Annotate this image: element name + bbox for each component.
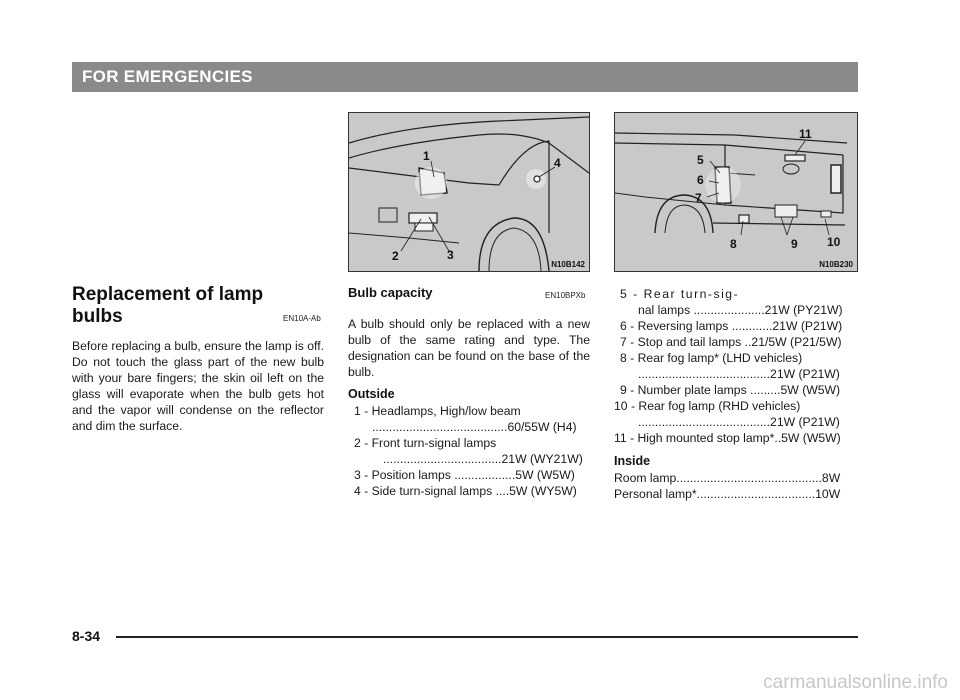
inside-line: Personal lamp*...................................10W (614, 487, 841, 501)
outside-line: 4 - Side turn-signal lamps ....5W (WY5W) (354, 484, 577, 498)
replacement-code: EN10A-Ab (283, 314, 321, 323)
rear-lamps-figure (614, 112, 858, 272)
rear-lamp-line: .......................................21W (P21W) (638, 367, 840, 381)
front-car-illustration (349, 113, 589, 271)
outside-line: ...................................21W (WY21W) (383, 452, 583, 466)
page-number: 8-34 (72, 628, 101, 644)
figure-code: N10B142 (551, 260, 585, 269)
footer-rule (116, 636, 858, 638)
rear-lamp-line: 7 - Stop and tail lamps ..21/5W (P21/5W) (620, 335, 842, 349)
callout-6: 6 (697, 173, 704, 187)
section-header (72, 62, 858, 92)
callout-2: 2 (392, 249, 399, 263)
rear-lamp-line: nal lamps .....................21W (PY21W) (638, 303, 843, 317)
bulb-capacity-heading: Bulb capacity (348, 285, 433, 300)
rear-lamp-line: 11 - High mounted stop lamp*..5W (W5W) (614, 431, 841, 445)
inside-line: Room lamp...........................................8W (614, 471, 841, 485)
figure-code: N10B230 (819, 260, 853, 269)
callout-5: 5 (697, 153, 704, 167)
outside-line: 2 - Front turn-signal lamps (354, 436, 497, 450)
replacement-heading-line2: bulbs (72, 306, 123, 327)
outside-label: Outside (348, 387, 395, 401)
rear-lamp-line: 9 - Number plate lamps .........5W (W5W) (620, 383, 841, 397)
callout-9: 9 (791, 237, 798, 251)
outside-line: ........................................60/55W (H4) (372, 420, 577, 434)
bulb-capacity-code: EN10BPXb (545, 291, 586, 300)
rear-lamp-line: .......................................21W (P21W) (638, 415, 840, 429)
watermark: carmanualsonline.info (763, 672, 948, 693)
callout-8: 8 (730, 237, 737, 251)
bulb-capacity-intro: A bulb should only be replaced with a new bulb of the same rating and type. The designation can be found on the base of the bulb. (348, 317, 590, 379)
section-title-header: FOR EMERGENCIES (82, 67, 253, 86)
callout-4: 4 (554, 156, 561, 170)
outside-line: 1 - Headlamps, High/low beam (354, 404, 521, 418)
rear-lamp-line: 6 - Reversing lamps ............21W (P21W) (620, 319, 843, 333)
rear-lamp-line: 10 - Rear fog lamp (RHD vehicles) (614, 399, 801, 413)
callout-7: 7 (695, 191, 702, 205)
callout-1: 1 (423, 149, 430, 163)
replacement-heading-line1: Replacement of lamp (72, 284, 264, 305)
front-lamps-figure (348, 112, 590, 272)
replacement-heading (72, 284, 263, 328)
rear-lamp-line: 8 - Rear fog lamp* (LHD vehicles) (620, 351, 803, 365)
callout-10: 10 (827, 235, 841, 249)
replacement-body: Before replacing a bulb, ensure the lamp is off. Do not touch the glass part of the new bulb with your bare fingers; the skin oil left on the glass will evaporate when the bulb gets hot and the vapor will condense on the reflector and dim the surface. (72, 339, 324, 433)
callout-11: 11 (799, 127, 812, 141)
outside-line: 3 - Position lamps ..................5W (W5W) (354, 468, 575, 482)
rear-lamp-line: 5 - Rear turn-sig- (620, 287, 740, 301)
inside-label: Inside (614, 454, 651, 468)
callout-3: 3 (447, 248, 454, 262)
